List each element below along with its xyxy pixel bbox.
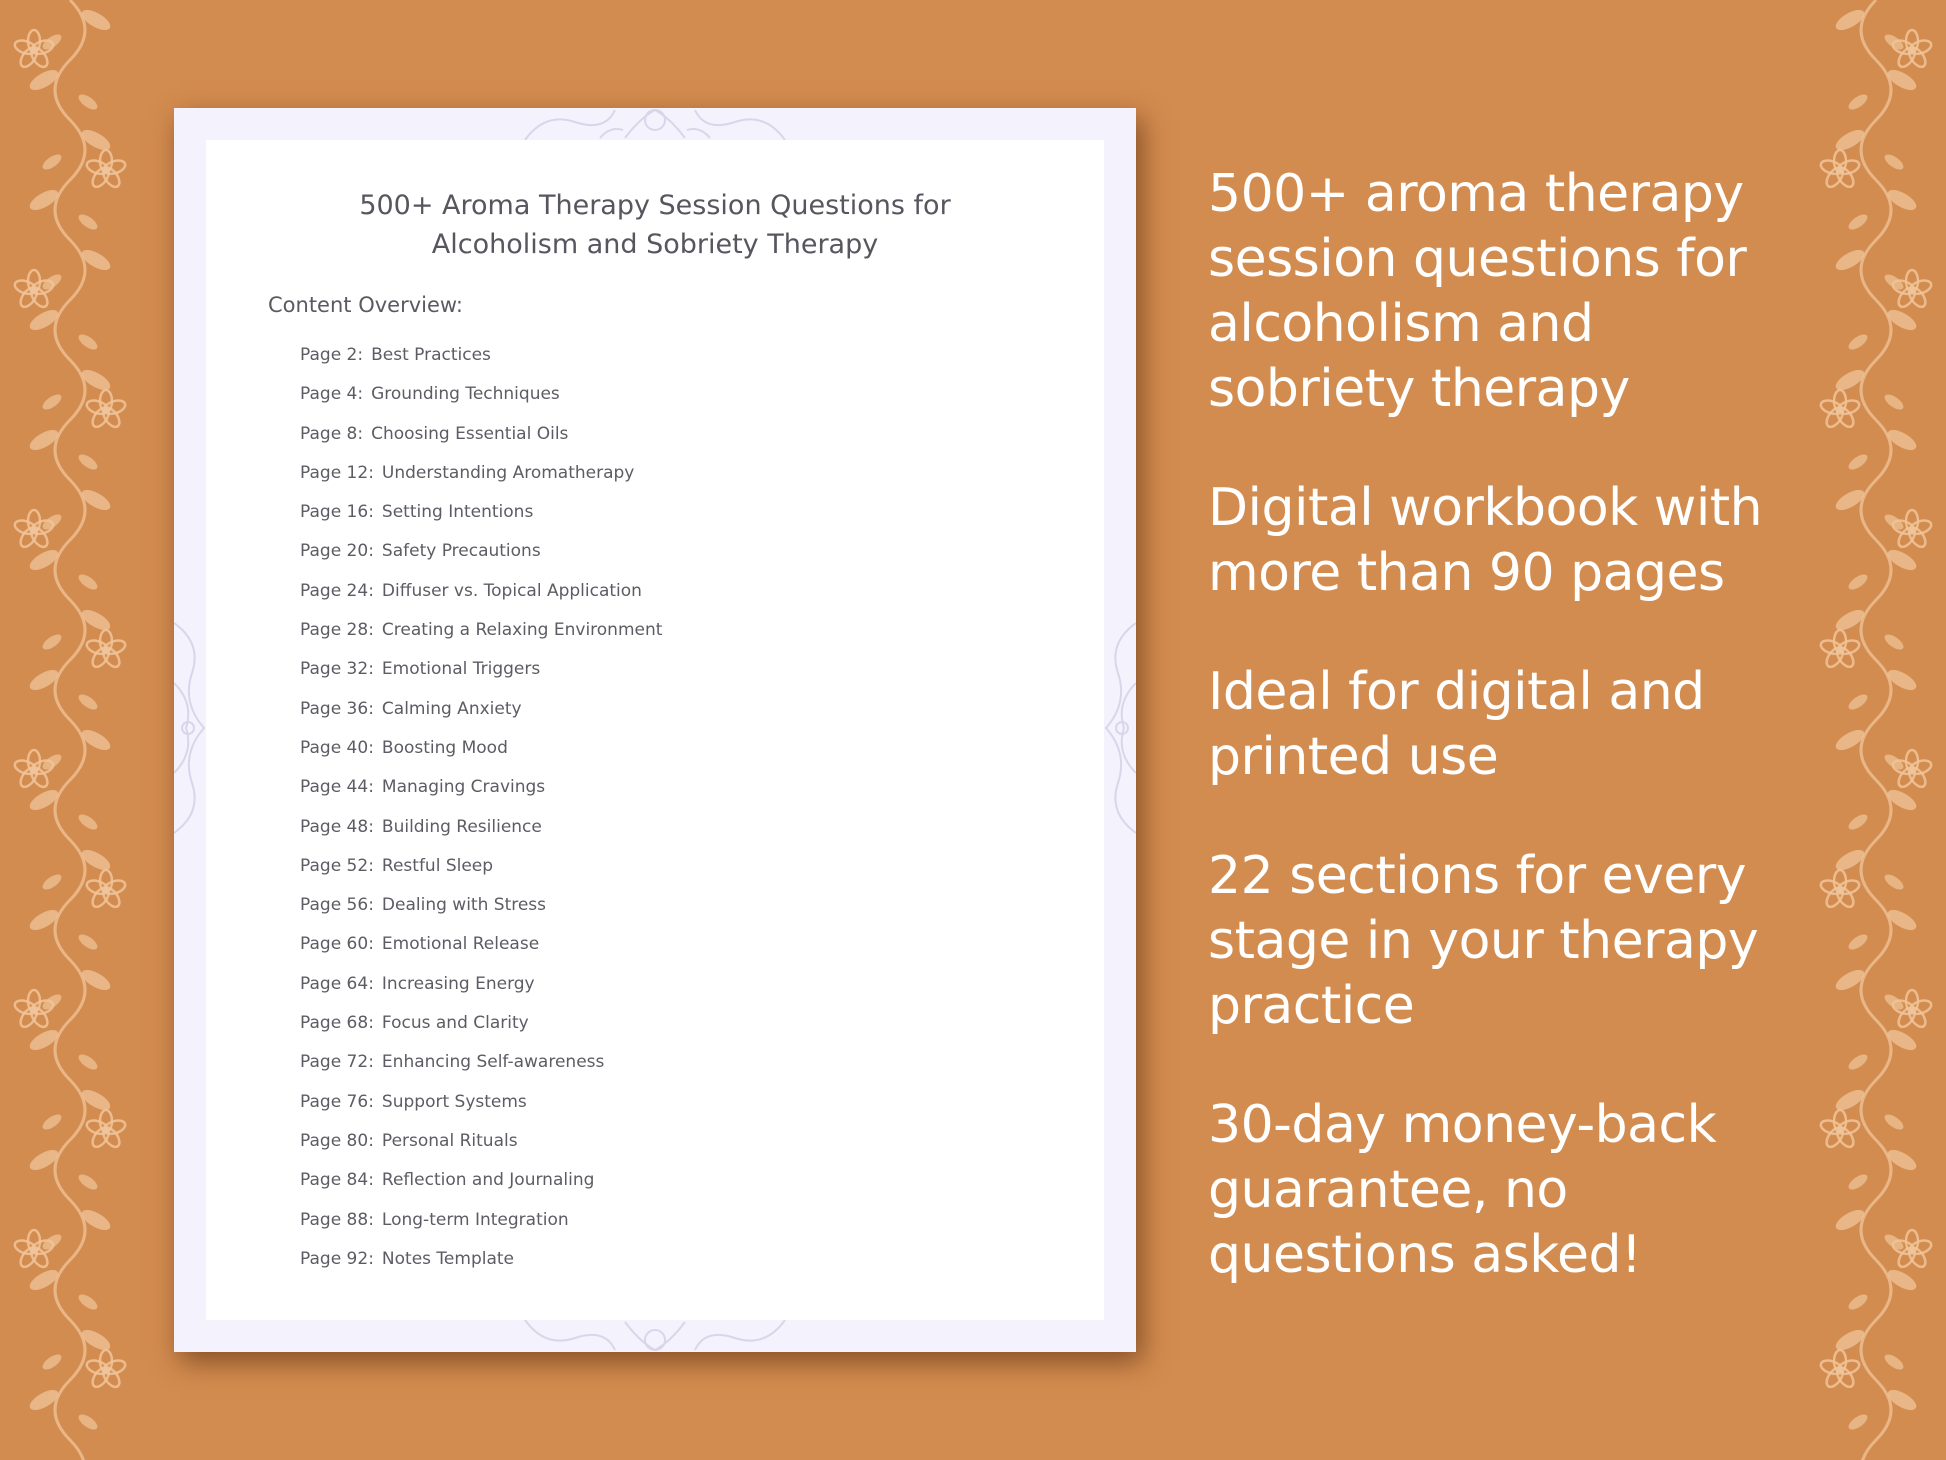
toc-page-number: Page 2:	[300, 345, 364, 365]
toc-section-title: Enhancing Self-awareness	[381, 1052, 605, 1073]
toc-section-title: Emotional Triggers	[381, 659, 541, 680]
toc-item	[300, 1248, 662, 1287]
toc-item	[300, 698, 662, 737]
toc-item	[300, 1051, 662, 1090]
toc-item	[300, 462, 662, 501]
toc-section-title: Support Systems	[381, 1091, 527, 1112]
content-overview-heading: Content Overview:	[268, 293, 463, 317]
toc-section-title: Choosing Essential Oils	[371, 423, 569, 444]
toc-item	[300, 619, 662, 658]
toc-page-number: Page 56:	[300, 895, 374, 916]
toc-section-title: Boosting Mood	[381, 737, 508, 758]
toc-page-number: Page 24:	[300, 580, 374, 601]
mandala-ornament-right	[1104, 613, 1136, 843]
toc-section-title: Long-term Integration	[381, 1209, 569, 1230]
document-preview	[174, 108, 1136, 1352]
document-page	[206, 140, 1104, 1320]
toc-item	[300, 658, 662, 697]
document-title-line-1: 500+ Aroma Therapy Session Questions for	[359, 190, 951, 221]
toc-page-number: Page 48:	[300, 816, 374, 837]
toc-section-title: Creating a Relaxing Environment	[381, 620, 663, 641]
toc-page-number: Page 12:	[300, 462, 374, 483]
toc-item	[300, 423, 662, 462]
toc-page-number: Page 64:	[300, 973, 374, 994]
toc-item	[300, 580, 662, 619]
toc-item	[300, 855, 662, 894]
toc-page-number: Page 92:	[300, 1248, 374, 1269]
toc-section-title: Personal Rituals	[381, 1130, 518, 1151]
toc-section-title: Calming Anxiety	[381, 698, 522, 719]
toc-page-number: Page 40:	[300, 737, 374, 758]
toc-item	[300, 816, 662, 855]
document-title	[206, 186, 1104, 264]
toc-item	[300, 1130, 662, 1169]
toc-item	[300, 1091, 662, 1130]
mandala-ornament-top	[505, 108, 805, 140]
toc-section-title: Focus and Clarity	[381, 1013, 529, 1034]
toc-page-number: Page 36:	[300, 698, 374, 719]
toc-item	[300, 540, 662, 579]
toc-page-number: Page 44:	[300, 777, 374, 798]
toc-page-number: Page 8:	[300, 423, 364, 444]
document-title-line-2: Alcoholism and Sobriety Therapy	[431, 229, 879, 260]
feature-item: Ideal for digital and printed use	[1208, 662, 1705, 787]
toc-page-number: Page 52:	[300, 855, 374, 876]
toc-item	[300, 737, 662, 776]
toc-section-title: Dealing with Stress	[381, 895, 547, 916]
toc-page-number: Page 80:	[300, 1130, 374, 1151]
toc-item	[300, 1012, 662, 1051]
toc-item	[300, 501, 662, 540]
toc-section-title: Building Resilience	[381, 816, 542, 837]
mandala-ornament-bottom	[505, 1320, 805, 1352]
floral-vine-right	[1806, 0, 1946, 1460]
toc-section-title: Setting Intentions	[381, 502, 534, 523]
toc-item	[300, 1209, 662, 1248]
toc-page-number: Page 20:	[300, 541, 374, 562]
toc-section-title: Understanding Aromatherapy	[381, 462, 635, 483]
toc-section-title: Managing Cravings	[381, 777, 546, 798]
toc-page-number: Page 60:	[300, 934, 374, 955]
toc-page-number: Page 72:	[300, 1052, 374, 1073]
toc-section-title: Safety Precautions	[381, 541, 541, 562]
toc-item	[300, 383, 662, 422]
toc-item	[300, 973, 662, 1012]
toc-section-title: Increasing Energy	[381, 973, 535, 994]
toc-section-title: Best Practices	[371, 345, 491, 365]
toc-item	[300, 933, 662, 972]
toc-item	[300, 1169, 662, 1208]
feature-item: 500+ aroma therapy session questions for alcoholism and sobriety therapy	[1208, 164, 1747, 419]
toc-page-number: Page 16:	[300, 502, 374, 523]
toc-section-title: Restful Sleep	[381, 855, 494, 876]
table-of-contents	[300, 344, 662, 1287]
toc-section-title: Notes Template	[381, 1248, 514, 1269]
toc-section-title: Emotional Release	[381, 934, 540, 955]
toc-page-number: Page 76:	[300, 1091, 374, 1112]
toc-item	[300, 894, 662, 933]
feature-list	[1208, 162, 1768, 1288]
toc-page-number: Page 68:	[300, 1013, 374, 1034]
toc-page-number: Page 88:	[300, 1209, 374, 1230]
toc-item	[300, 344, 662, 383]
feature-item: 30-day money-back guarantee, no questions asked!	[1208, 1095, 1717, 1285]
feature-item: 22 sections for every stage in your therapy practice	[1208, 846, 1759, 1036]
mandala-ornament-left	[174, 613, 206, 843]
toc-page-number: Page 84:	[300, 1170, 374, 1191]
toc-page-number: Page 28:	[300, 620, 374, 641]
toc-item	[300, 776, 662, 815]
toc-page-number: Page 32:	[300, 659, 374, 680]
toc-page-number: Page 4:	[300, 384, 364, 405]
toc-section-title: Diffuser vs. Topical Application	[381, 580, 642, 601]
toc-section-title: Grounding Techniques	[371, 384, 560, 405]
floral-vine-left	[0, 0, 140, 1460]
toc-section-title: Reflection and Journaling	[381, 1170, 595, 1191]
feature-item: Digital workbook with more than 90 pages	[1208, 478, 1763, 603]
